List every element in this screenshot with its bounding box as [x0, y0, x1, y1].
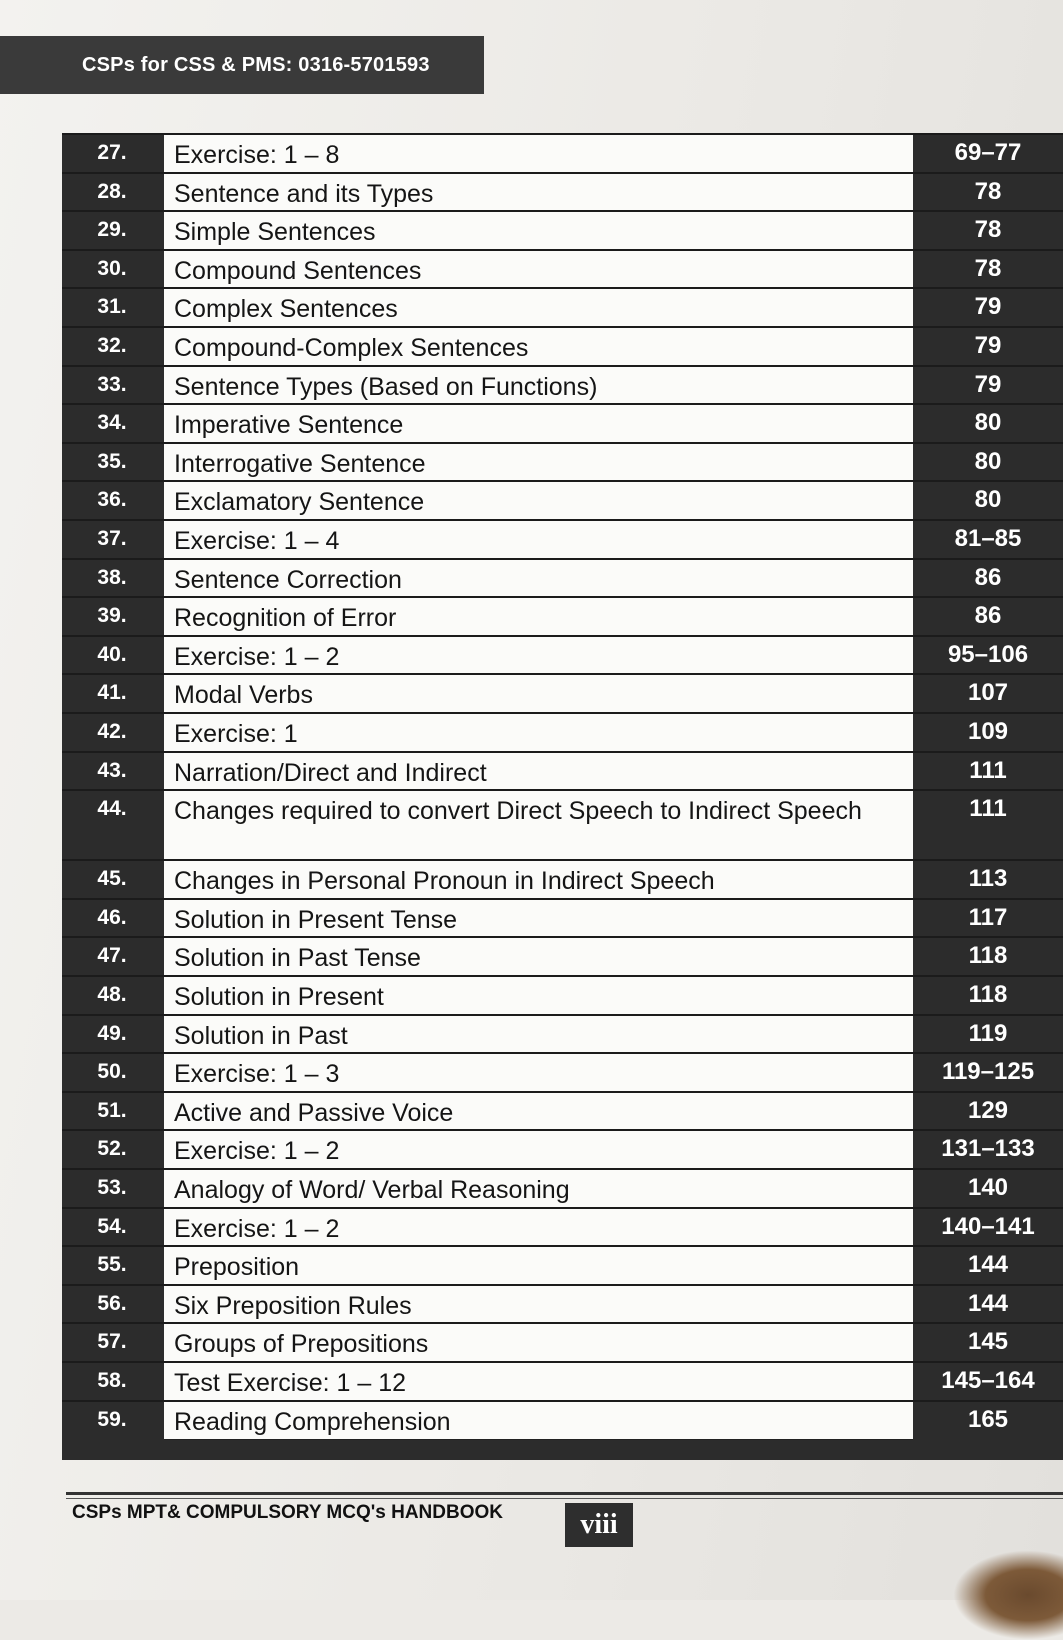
toc-row-number: 57. — [97, 1330, 127, 1354]
toc-row-number: 39. — [97, 604, 127, 628]
toc-row-page: 140 — [967, 1174, 1009, 1201]
toc-row-number: 59. — [97, 1407, 127, 1431]
toc-row-page: 107 — [967, 679, 1009, 707]
toc-row-page: 79 — [974, 332, 1002, 359]
toc-row-title: Solution in Past Tense — [164, 938, 913, 977]
toc-row-page: 145 — [967, 1328, 1009, 1356]
toc-row-number: 28. — [97, 179, 127, 203]
toc-row-page: 80 — [974, 447, 1002, 475]
header-text: CSPs for CSS & PMS: 0316-5701593 — [82, 53, 430, 76]
toc-row-title: Solution in Present — [164, 977, 913, 1016]
toc-row — [62, 519, 1063, 560]
toc-row-title: Exercise: 1 – 8 — [164, 135, 913, 174]
toc-row-title: Solution in Past — [164, 1016, 913, 1055]
header-banner — [0, 36, 484, 94]
toc-row-number: 45. — [97, 867, 127, 891]
toc-row — [62, 1400, 1063, 1441]
toc-row-page: 165 — [967, 1405, 1009, 1433]
toc-row — [62, 936, 1063, 977]
toc-row — [62, 859, 1063, 900]
toc-row — [62, 975, 1063, 1016]
toc-row-title: Narration/Direct and Indirect — [164, 753, 913, 792]
toc-row-page: 129 — [967, 1096, 1009, 1124]
toc-row-title: Exercise: 1 – 2 — [164, 637, 913, 676]
toc-row-page: 80 — [974, 409, 1002, 437]
toc-row-page: 86 — [974, 563, 1002, 591]
toc-row — [62, 365, 1063, 406]
toc-row-page: 140–141 — [941, 1212, 1035, 1240]
toc-row-page: 131–133 — [941, 1135, 1035, 1163]
toc-row — [62, 898, 1063, 939]
toc-row-page: 144 — [967, 1289, 1009, 1317]
toc-row-title: Imperative Sentence — [164, 405, 913, 444]
toc-row-number: 48. — [97, 983, 127, 1006]
toc-row — [62, 1284, 1063, 1325]
toc-row — [62, 249, 1063, 290]
toc-row-page: 118 — [968, 981, 1008, 1008]
toc-row-title: Sentence and its Types — [164, 174, 913, 213]
toc-row — [62, 1207, 1063, 1248]
toc-row-number: 53. — [97, 1176, 127, 1199]
toc-row — [62, 558, 1063, 599]
toc-row-page: 119 — [968, 1019, 1008, 1047]
toc-row-page: 81–85 — [954, 525, 1022, 552]
toc-row-number: 56. — [97, 1291, 127, 1315]
toc-row-number: 55. — [97, 1253, 127, 1277]
toc-row — [62, 1091, 1063, 1132]
toc-row — [62, 673, 1063, 714]
toc-row — [62, 1014, 1063, 1055]
toc-row-number: 46. — [97, 905, 127, 929]
toc-row — [62, 403, 1063, 444]
footer-title: CSPs MPT& COMPULSORY MCQ's HANDBOOK — [72, 1502, 503, 1523]
toc-row-page: 117 — [968, 903, 1008, 931]
toc-row-title: Exercise: 1 – 3 — [164, 1054, 913, 1093]
toc-row-page: 79 — [974, 293, 1002, 321]
toc-row — [62, 287, 1063, 328]
toc-row-number: 33. — [97, 372, 127, 396]
toc-row-number: 29. — [97, 218, 127, 242]
toc-row-page: 118 — [968, 942, 1008, 970]
toc-row-page: 95–106 — [947, 640, 1029, 668]
toc-row-title: Groups of Prepositions — [164, 1324, 913, 1363]
toc-row-title: Sentence Correction — [164, 560, 913, 599]
toc-row-page: 79 — [974, 370, 1002, 398]
toc-row-page: 145–164 — [941, 1367, 1035, 1394]
toc-row-number: 44. — [97, 797, 127, 821]
toc-row-page: 78 — [974, 177, 1002, 205]
toc-row-number: 36. — [97, 488, 127, 512]
toc-row-number: 51. — [97, 1098, 127, 1122]
toc-row-title: Active and Passive Voice — [164, 1093, 913, 1132]
toc-row — [62, 635, 1063, 676]
toc-row-page: 111 — [969, 756, 1007, 784]
toc-row-title: Analogy of Word/ Verbal Reasoning — [164, 1170, 913, 1209]
toc-row-number: 27. — [97, 141, 127, 164]
toc-row-title: Preposition — [164, 1247, 913, 1286]
toc-row-title: Test Exercise: 1 – 12 — [164, 1363, 913, 1402]
toc-row — [62, 172, 1063, 213]
toc-row-page: 144 — [967, 1251, 1009, 1279]
toc-row-number: 30. — [97, 256, 127, 280]
toc-row-number: 54. — [97, 1214, 127, 1238]
toc-row-title: Simple Sentences — [164, 212, 913, 251]
footer-rule-thin — [66, 1498, 1063, 1499]
toc-row-number: 37. — [97, 527, 127, 550]
toc-row-number: 58. — [97, 1369, 127, 1392]
toc-row-title: Reading Comprehension — [164, 1402, 913, 1441]
toc-row-title: Sentence Types (Based on Functions) — [164, 367, 913, 406]
toc-row-title: Recognition of Error — [164, 598, 913, 637]
page-number: viii — [565, 1503, 633, 1547]
toc-row — [62, 751, 1063, 792]
toc-row — [62, 712, 1063, 753]
toc-row-title: Six Preposition Rules — [164, 1286, 913, 1325]
toc-row-page: 78 — [974, 254, 1002, 282]
toc-row — [62, 442, 1063, 483]
toc-row-page: 111 — [969, 795, 1007, 823]
toc-row-title: Interrogative Sentence — [164, 444, 913, 483]
toc-row — [62, 1322, 1063, 1363]
toc-row-number: 32. — [97, 334, 127, 357]
toc-row — [62, 1361, 1063, 1402]
toc-row-title: Compound-Complex Sentences — [164, 328, 913, 367]
toc-row-number: 40. — [97, 642, 127, 666]
toc-row-number: 41. — [97, 681, 127, 705]
toc-row-title: Solution in Present Tense — [164, 900, 913, 939]
toc-row-title: Compound Sentences — [164, 251, 913, 290]
toc-row — [62, 326, 1063, 367]
toc-row-title: Exercise: 1 – 4 — [164, 521, 913, 560]
toc-row-number: 42. — [97, 720, 127, 743]
toc-row-number: 47. — [97, 944, 127, 968]
toc-row-title: Changes required to convert Direct Speech to Indirect Speech — [164, 791, 913, 861]
toc-row-page: 109 — [967, 718, 1009, 745]
toc-row-number: 31. — [97, 295, 127, 319]
toc-row-title: Complex Sentences — [164, 289, 913, 328]
toc-row-number: 50. — [97, 1060, 127, 1084]
toc-row-number: 34. — [97, 411, 127, 435]
toc-row-page: 69–77 — [954, 139, 1022, 166]
toc-row-number: 49. — [97, 1021, 127, 1045]
toc-row — [62, 480, 1063, 521]
toc-row — [62, 789, 1063, 861]
toc-row-title: Exercise: 1 – 2 — [164, 1131, 913, 1170]
toc-row — [62, 596, 1063, 637]
toc-row — [62, 133, 1063, 174]
toc-row-page: 113 — [968, 865, 1008, 893]
toc-row — [62, 210, 1063, 251]
footer-rule — [66, 1492, 1063, 1495]
toc-row-title: Exclamatory Sentence — [164, 482, 913, 521]
toc-row-number: 38. — [97, 565, 127, 589]
toc-row-page: 119–125 — [941, 1058, 1035, 1086]
toc-row-page: 86 — [974, 602, 1002, 630]
table-of-contents — [62, 133, 1063, 1460]
toc-row-number: 43. — [97, 758, 127, 782]
toc-row-title: Exercise: 1 — [164, 714, 913, 753]
toc-row-page: 80 — [974, 486, 1002, 514]
toc-row-title: Exercise: 1 – 2 — [164, 1209, 913, 1248]
toc-row — [62, 1245, 1063, 1286]
toc-row — [62, 1052, 1063, 1093]
toc-row-title: Modal Verbs — [164, 675, 913, 714]
toc-row-page: 78 — [974, 216, 1002, 244]
toc-row-number: 35. — [97, 449, 127, 473]
toc-row — [62, 1129, 1063, 1170]
toc-row — [62, 1168, 1063, 1209]
toc-row-number: 52. — [97, 1137, 127, 1161]
toc-row-title: Changes in Personal Pronoun in Indirect Speech — [164, 861, 913, 900]
